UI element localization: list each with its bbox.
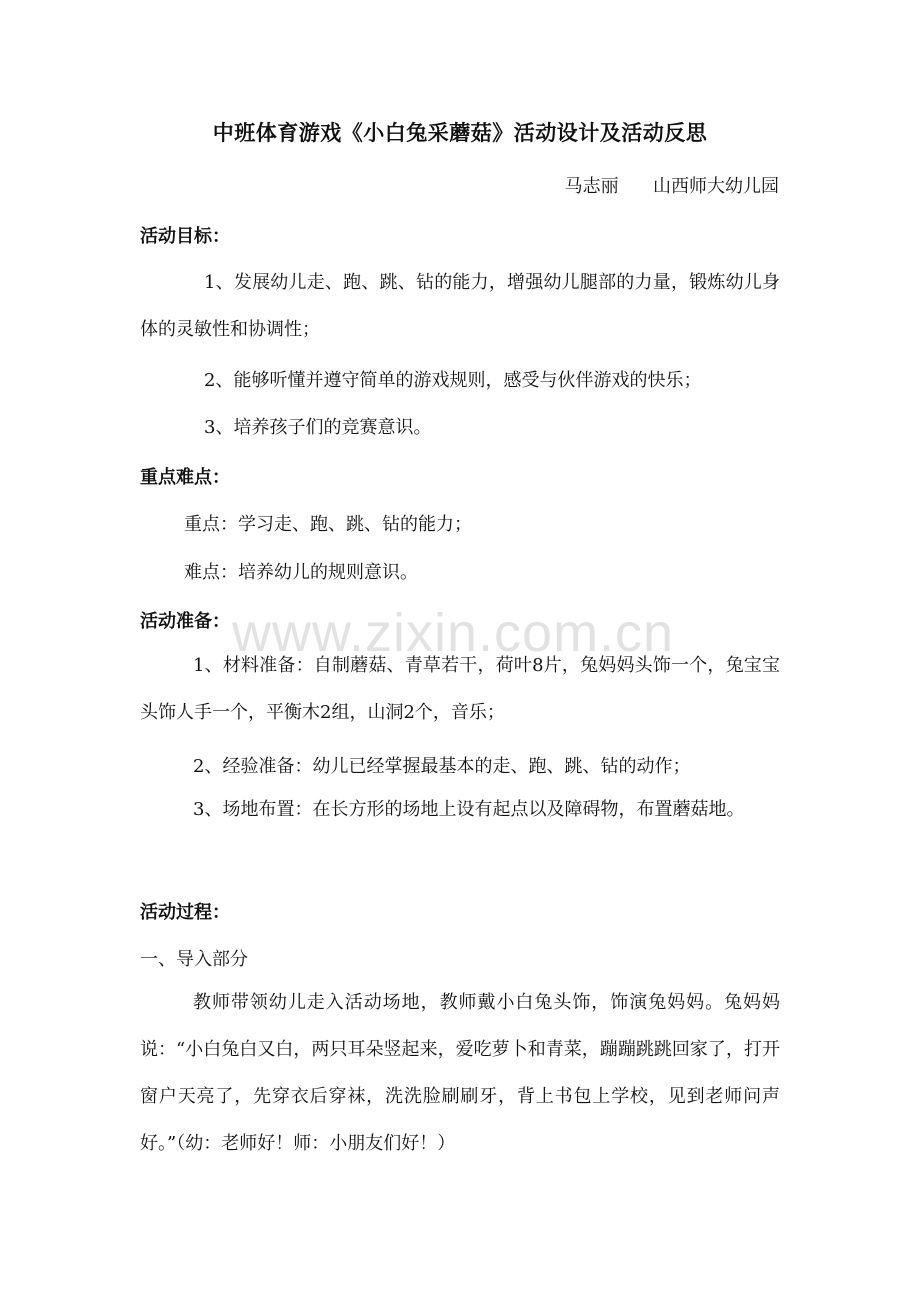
preparation-heading: 活动准备： [140,611,230,632]
key-points-heading: 重点难点： [140,467,230,488]
goals-heading: 活动目标： [140,226,230,247]
part1-paragraph: 教师带领幼儿走入活动场地，教师戴小白兔头饰，饰演兔妈妈。兔妈妈说：“小白兔白又白，两只耳朵竖起来，爱吃萝卜和青菜，蹦蹦跳跳回家了，打开窗户天亮了，先穿衣后穿袜，洗洗脸刷刷牙，背上书包上学校，见到老师问声好。”（幼：老师好！师：小朋友们好！） [140,992,780,1154]
part1-title: 一、导入部分 [140,949,248,970]
goal-item-1: 1、发展幼儿走、跑、跳、钻的能力，增强幼儿腿部的力量，锻炼幼儿身体的灵敏性和协调性； [140,272,780,340]
prep-item-2: 2、经验准备：幼儿已经掌握最基本的走、跑、跳、钻的动作； [193,756,691,777]
goal-item-2: 2、能够听懂并遵守简单的游戏规则，感受与伙伴游戏的快乐； [204,370,702,391]
author-line: 马志丽 山西师大幼儿园 [564,176,779,197]
document-title: 中班体育游戏《小白兔采蘑菇》活动设计及活动反思 [212,121,708,145]
prep-item-3: 3、场地布置：在长方形的场地上设有起点以及障碍物，布置蘑菇地。 [193,799,745,820]
difficulty-item: 难点：培养幼儿的规则意识。 [184,562,418,583]
watermark: www.zixin.com.cn [232,603,675,663]
prep-item-1: 1、材料准备：自制蘑菇、青草若干，荷叶8片，兔妈妈头饰一个，兔宝宝头饰人手一个，平衡木2组，山洞2个，音乐； [140,655,780,723]
goal-item-3: 3、培养孩子们的竞赛意识。 [204,417,432,438]
process-heading: 活动过程： [140,902,230,923]
key-point-item: 重点：学习走、跑、跳、钻的能力； [184,514,472,535]
